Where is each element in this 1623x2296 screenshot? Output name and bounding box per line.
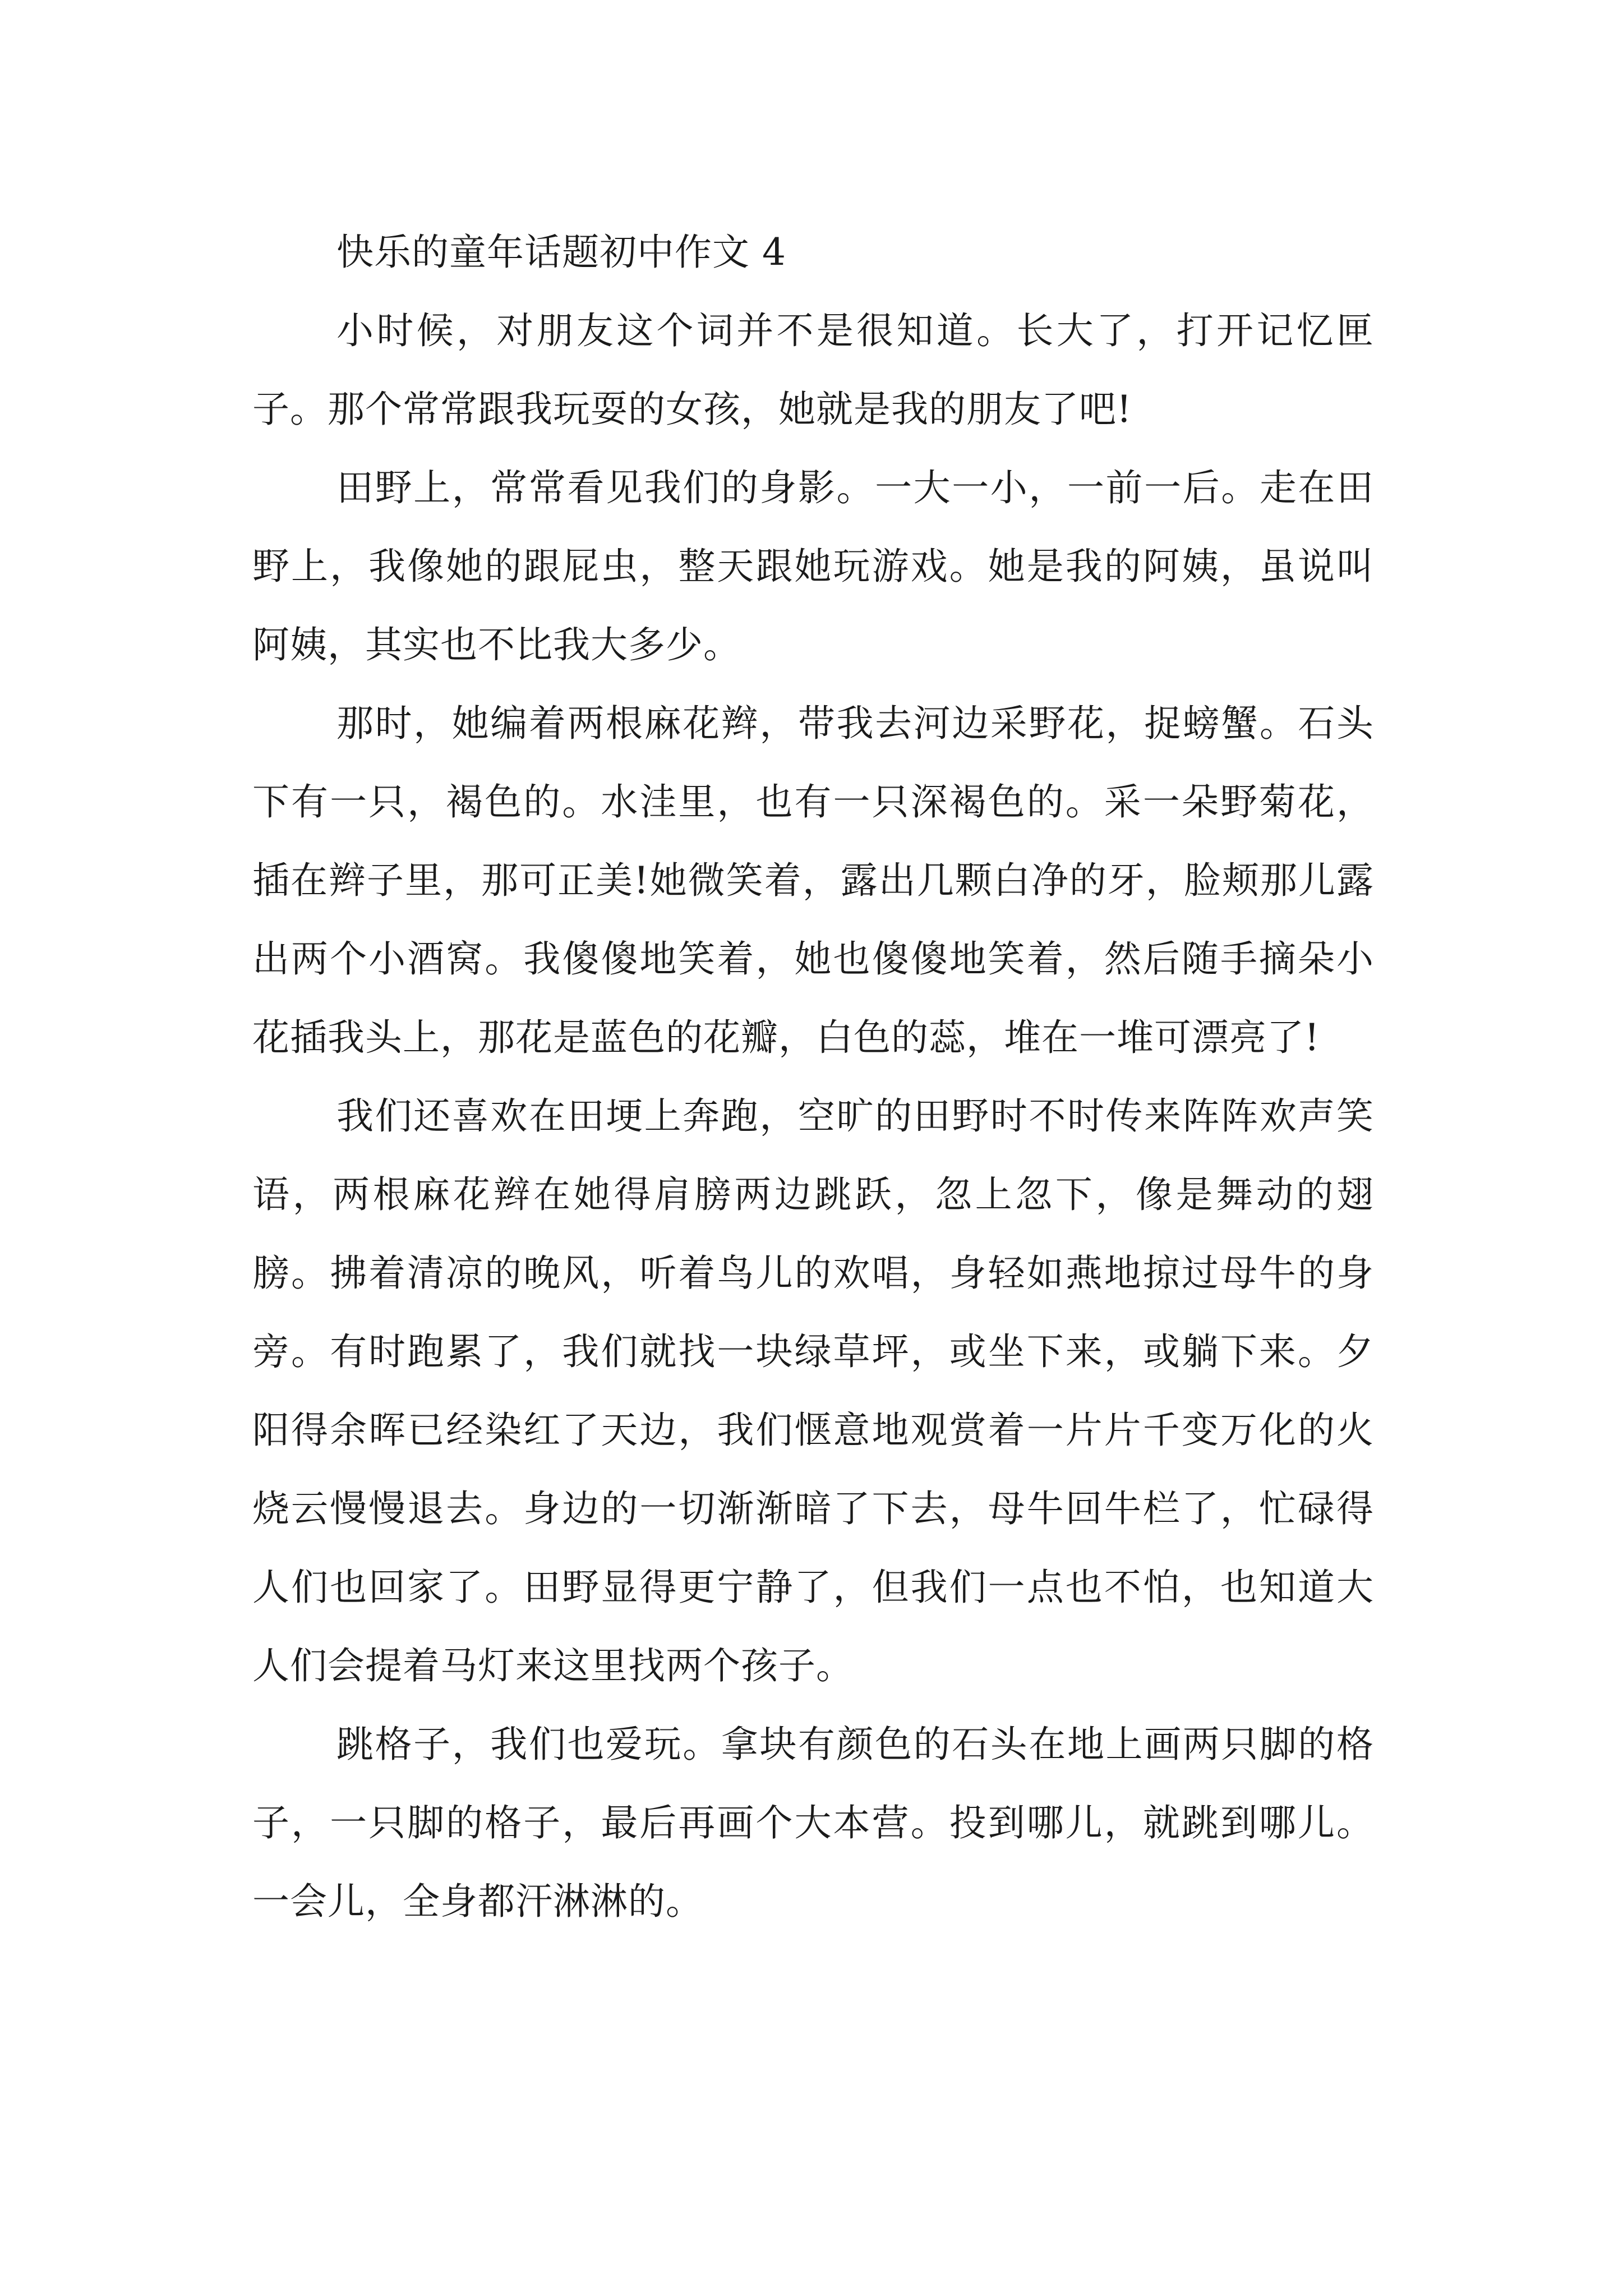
essay-body (252, 213, 1374, 1941)
paragraph-5: 跳格子，我们也爱玩。拿块有颜色的石头在地上画两只脚的格子，一只脚的格子，最后再画个大本营。投到哪儿，就跳到哪儿。一会儿，全身都汗淋淋的。 (252, 1723, 1374, 1923)
paragraph-2: 田野上，常常看见我们的身影。一大一小，一前一后。走在田野上，我像她的跟屁虫，整天跟她玩游戏。她是我的阿姨，虽说叫阿姨，其实也不比我大多少。 (252, 466, 1374, 666)
essay-title: 快乐的童年话题初中作文 4 (336, 231, 786, 274)
paragraph-1: 小时候，对朋友这个词并不是很知道。长大了，打开记忆匣子。那个常常跟我玩耍的女孩，她就是我的朋友了吧! (252, 309, 1374, 431)
paragraph-4: 我们还喜欢在田埂上奔跑，空旷的田野时不时传来阵阵欢声笑语，两根麻花辫在她得肩膀两边跳跃，忽上忽下，像是舞动的翅膀。拂着清凉的晚风，听着鸟儿的欢唱，身轻如燕地掠过母牛的身旁。有时跑累了，我们就找一块绿草坪，或坐下来，或躺下来。夕阳得余晖已经染红了天边，我们惬意地观赏着一片片千变万化的火烧云慢慢退去。身边的一切渐渐暗了下去，母牛回牛栏了，忙碌得人们也回家了。田野显得更宁静了，但我们一点也不怕，也知道大人们会提着马灯来这里找两个孩子。 (252, 1094, 1374, 1687)
paragraph-3: 那时，她编着两根麻花辫，带我去河边采野花，捉螃蟹。石头下有一只，褐色的。水洼里，也有一只深褐色的。采一朵野菊花，插在辫子里，那可正美!她微笑着，露出几颗白净的牙，脸颊那儿露出两个小酒窝。我傻傻地笑着，她也傻傻地笑着，然后随手摘朵小花插我头上，那花是蓝色的花瓣，白色的蕊，堆在一堆可漂亮了! (252, 702, 1374, 1059)
